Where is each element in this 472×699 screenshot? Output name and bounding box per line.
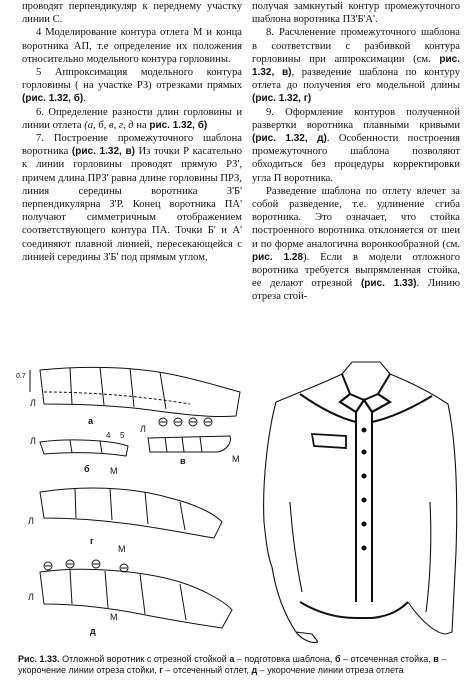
caption-letter: д [251,665,258,675]
figure-ref: рис. 1.32, б) [149,119,208,131]
figure-1-33 [0,352,472,648]
paragraph-text: 6. Определение разности длин горловины и линии отлета [22,106,242,131]
point-label-L: Л [30,398,36,408]
shirt-outline-left [264,402,276,567]
hem [300,602,408,618]
dimension-label: 0.7 [16,373,26,380]
button [362,498,366,502]
slash-line [105,571,108,608]
paragraph-text: . Линию отреза стой- [252,278,460,303]
paragraph [22,106,242,132]
button [362,546,366,550]
paragraph-text: 9. Оформление контуров полученной развертки воротника плавными кривыми [252,106,460,131]
paragraph-text: 8. Расчленение промежуточного шаблона в соответствии с разбивкой контура горловины при аппроксимации (см. [252,27,460,65]
figure-ref: (рис. 1.33) [360,278,417,290]
paragraph-text: получая замкнутый контур промежуточного шаблона воротника ПЗ'Б'А'. [252,1,460,26]
slash-line [70,368,72,404]
caption-text: – подготовка шаблона, [234,654,335,664]
label-a: а [88,416,94,426]
label-d: д [90,626,96,636]
slash-line [130,368,134,407]
button [362,450,366,454]
paragraph-text: 5 Аппроксимация модельного контура горловины ( на участке РЗ) отрезками прямых [22,67,242,92]
slash-line [100,367,104,405]
label-v: в [180,456,186,466]
stand-shortened-outline [148,436,230,452]
point-label-M: М [110,466,118,476]
point-label: 4 [106,431,111,440]
slash-line [140,574,145,614]
paragraph [252,26,460,105]
slash-line [182,437,184,452]
paragraph [252,185,460,304]
italic-text: (а, б, в, г, д [84,119,134,131]
dashed-line [44,392,190,404]
pattern-b [30,436,128,476]
slash-line [200,437,202,452]
caption-text: – отсеченный отлет, [163,665,252,675]
figure-ref: рис. 1.28 [252,251,304,263]
point-label-L: Л [30,436,36,446]
point-label-M: М [118,544,126,554]
slash-line [75,489,76,518]
point-label-L: Л [140,424,146,434]
figure-ref: (рис. 1.32, в) [71,146,135,158]
yoke-line-right [372,396,432,422]
pattern-v [140,418,240,466]
paragraph [22,66,242,106]
slash-line [180,502,185,530]
slash-line [145,492,148,524]
paragraph-text: 4 Моделирование контура отлета М и конца воротника АП, т.е определение их положения относительно модельного контура горловины. [22,27,242,65]
slash-line [165,437,167,452]
collar-diagram [0,352,472,648]
slash-line [70,570,72,604]
pattern-a [16,367,240,440]
slash-line [180,584,186,620]
stand-pattern-outline [40,440,128,456]
paragraph [252,106,460,185]
button [362,428,366,432]
point-label-L: Л [28,592,34,602]
pattern-g [28,488,222,554]
paragraph [22,132,242,264]
slash-line [110,488,112,520]
text-column-left [22,0,242,264]
slash-line [70,440,72,453]
caption-text: Отложной воротник с отрезной стойкой [59,654,230,664]
fold-line [426,502,431,612]
label-b: б [84,464,90,474]
point-label-L: Л [28,516,34,526]
caption-letter: в [433,654,439,664]
pattern-d [28,560,232,636]
paragraph [22,26,242,66]
fall-shortened-outline [40,569,232,628]
paragraph-text: Из точки Р касательно к линии горловины проводят прямую РЗ', причем длина ПРЗ' равна длине горловины ПРЗ, линия середины воротника З'Б' перпендикулярна З'Р. Конец воротника ПА' получают симметричным отображением соответствующего контура ПА. Точки Б' и А' соединяют плавной линией, пересекающейся с линией середины З'Б' под прямым углом, [22,146,242,263]
button [362,474,366,478]
fall-pattern-outline [40,488,222,538]
text-column-right [252,0,460,304]
paragraph-text: , разведение шаблона по контуру отлета до получения его модельной длины [252,67,460,92]
button [362,522,366,526]
figure-ref: (рис. 1.32, б) [22,93,84,105]
caption-text: – отсеченная стойка, [340,654,434,664]
figure-ref: (рис. 1.32, д) [252,133,327,145]
collar-points [340,394,390,412]
caption-text: – укорочение линии отреза отлета [257,665,404,675]
caption-letter: г [159,665,164,675]
slash-line [100,441,102,453]
point-label-M: М [110,612,118,622]
paragraph [252,0,460,26]
slash-line [160,372,166,409]
shirt-illustration [264,362,457,643]
paragraph-text: . Особенности построения промежуточного шаблона позволяют обходиться без процедуры корректировки угла П воротника. [252,133,460,184]
caption-letter: б [334,654,341,664]
figure-caption [18,654,458,676]
figure-ref: (рис. 1.32, г) [252,93,312,105]
figure-ref: рис. 1.32, в) [252,53,460,79]
caption-text: – укорочение линии отреза стойки, [18,654,447,675]
paragraph-text: Разведение шаблона по отлету влечет за собой разведение, т.е. удлинение сгиба воротника. Это означает, что стойка построенного воротника отклоняется от шеи и по форме аналогична воронкообразной (см. [252,185,460,250]
paragraph-text: . [83,93,86,105]
caption-letter: а [229,654,235,664]
caption-label: Рис. 1.33. [18,654,60,664]
point-label: 5 [120,431,125,440]
point-label-M: М [232,454,240,464]
left-sleeve [272,567,318,643]
paragraph [22,0,242,26]
label-g: г [90,536,94,546]
paragraph-text: проводят перпендикуляр к переднему участку линии С. [22,1,242,26]
paragraph-text: на [133,119,150,131]
fold-line [290,502,302,592]
paragraph-text: ). Если в модели отложного воротника требуется выпрямленная стойка, ее делают отрезной [252,251,460,290]
paragraph-text: 7. Построение промежуточного шаблона воротника [22,133,242,158]
